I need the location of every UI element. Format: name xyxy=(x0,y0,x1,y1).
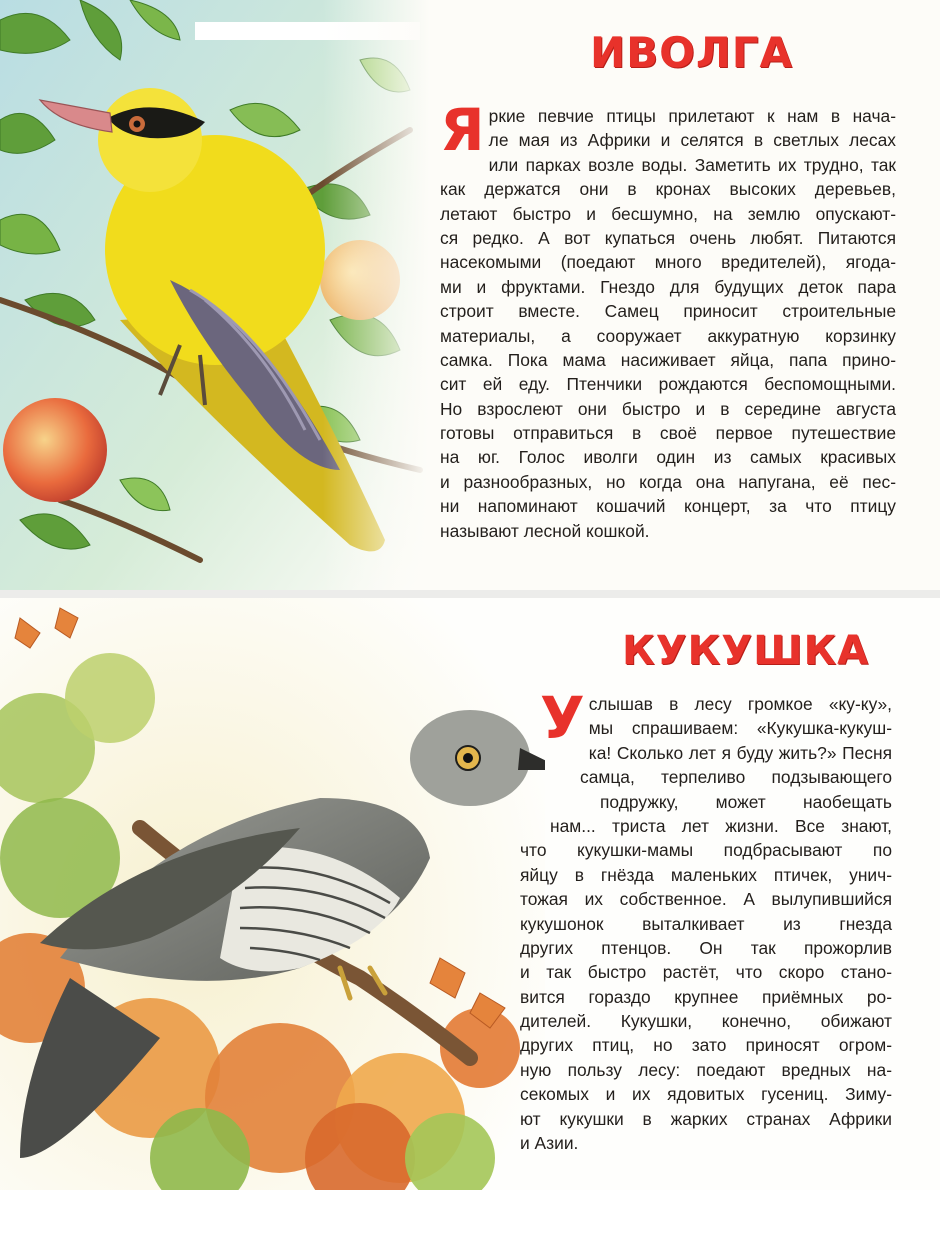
oriole-text-line: готовы отправиться в своё первое путешествие xyxy=(440,423,896,444)
cuckoo-text-line: других птиц, но зато приносят огром- xyxy=(520,1035,892,1056)
cuckoo-text-line: кукушонок выталкивает из гнезда xyxy=(520,913,892,934)
cuckoo-dropcap: У xyxy=(540,684,585,752)
cuckoo-text-line: яйцу в гнёзда маленьких птичек, унич- xyxy=(520,864,892,885)
oriole-text-line: сит ей еду. Птенчики рождаются беспомощными. xyxy=(440,374,896,395)
oriole-text-line: ле мая из Африки и селятся в светлых лесах xyxy=(488,130,896,151)
oriole-title: ИВОЛГА xyxy=(590,28,794,77)
oriole-text-line: ни напоминают кошачий концерт, за что птицу xyxy=(440,496,896,517)
oriole-text-line: на юг. Голос иволги один из самых красивых xyxy=(440,447,896,468)
oriole-text xyxy=(440,96,896,543)
cuckoo-text-line: ют кукушки в жарких странах Африки xyxy=(520,1108,892,1129)
cuckoo-text-line: вится гораздо крупнее приёмных ро- xyxy=(520,986,892,1007)
cuckoo-text-line: мы спрашиваем: «Кукушка-кукуш- xyxy=(588,718,892,739)
cuckoo-text-line: что кукушки-мамы подбрасывают по xyxy=(520,840,892,861)
card-divider xyxy=(0,590,940,598)
cuckoo-text-line: ка! Сколько лет я буду жить?» Песня xyxy=(588,742,892,763)
cuckoo-text-line: подружку, может наобещать xyxy=(600,791,892,812)
oriole-text-line: называют лесной кошкой. xyxy=(440,520,650,541)
cuckoo-text-line: слышав в лесу громкое «ку-ку», xyxy=(588,694,892,714)
cuckoo-text-line: самца, терпеливо подзывающего xyxy=(580,767,892,788)
cuckoo-card xyxy=(0,598,940,1190)
oriole-text-line: ркие певчие птицы прилетают к нам в нача- xyxy=(488,106,896,126)
cuckoo-text-line: и Азии. xyxy=(520,1133,579,1154)
cuckoo-text xyxy=(520,684,892,1155)
cuckoo-illustration xyxy=(0,598,545,1190)
oriole-text-line: материалы, а сооружает аккуратную корзинку xyxy=(440,325,896,346)
oriole-text-line: самка. Пока мама насиживает яйца, папа прино- xyxy=(440,349,896,370)
oriole-text-line: или парках возле воды. Заметить их трудно, так xyxy=(488,154,896,175)
cuckoo-text-line: тожая их собственное. А вылупившийся xyxy=(520,889,892,910)
cuckoo-text-line: нам... триста лет жизни. Все знают, xyxy=(550,815,892,836)
oriole-text-line: летают быстро и бесшумно, на землю опускают- xyxy=(440,203,896,224)
cuckoo-title: КУКУШКА xyxy=(622,628,870,674)
cuckoo-text-line: других птенцов. Он так прожорлив xyxy=(520,937,892,958)
oriole-illustration xyxy=(0,0,430,590)
oriole-text-line: и разнообразных, но когда она напугана, её пес- xyxy=(440,471,896,492)
cuckoo-text-line: секомых и их ядовитых гусениц. Зиму- xyxy=(520,1084,892,1105)
cuckoo-text-line: ную пользу лесу: поедают вредных на- xyxy=(520,1059,892,1080)
page-bottom-margin xyxy=(0,1190,940,1242)
oriole-text-line: ми и фруктами. Гнездо для будущих деток пара xyxy=(440,276,896,297)
oriole-text-line: насекомыми (поедают много вредителей), ягода- xyxy=(440,252,896,273)
oriole-text-line: как держатся они в кронах высоких деревьев, xyxy=(440,179,896,200)
oriole-text-line: ся редко. А вот купаться очень любят. Питаются xyxy=(440,227,896,248)
oriole-text-line: строит вместе. Самец приносит строительные xyxy=(440,301,896,322)
cuckoo-text-line: и так быстро растёт, что скоро стано- xyxy=(520,962,892,983)
oriole-dropcap: Я xyxy=(440,96,485,164)
oriole-card xyxy=(0,0,940,590)
cuckoo-text-line: дителей. Кукушки, конечно, обижают xyxy=(520,1011,892,1032)
oriole-text-line: Но взрослеют они быстро и в середине августа xyxy=(440,398,896,419)
